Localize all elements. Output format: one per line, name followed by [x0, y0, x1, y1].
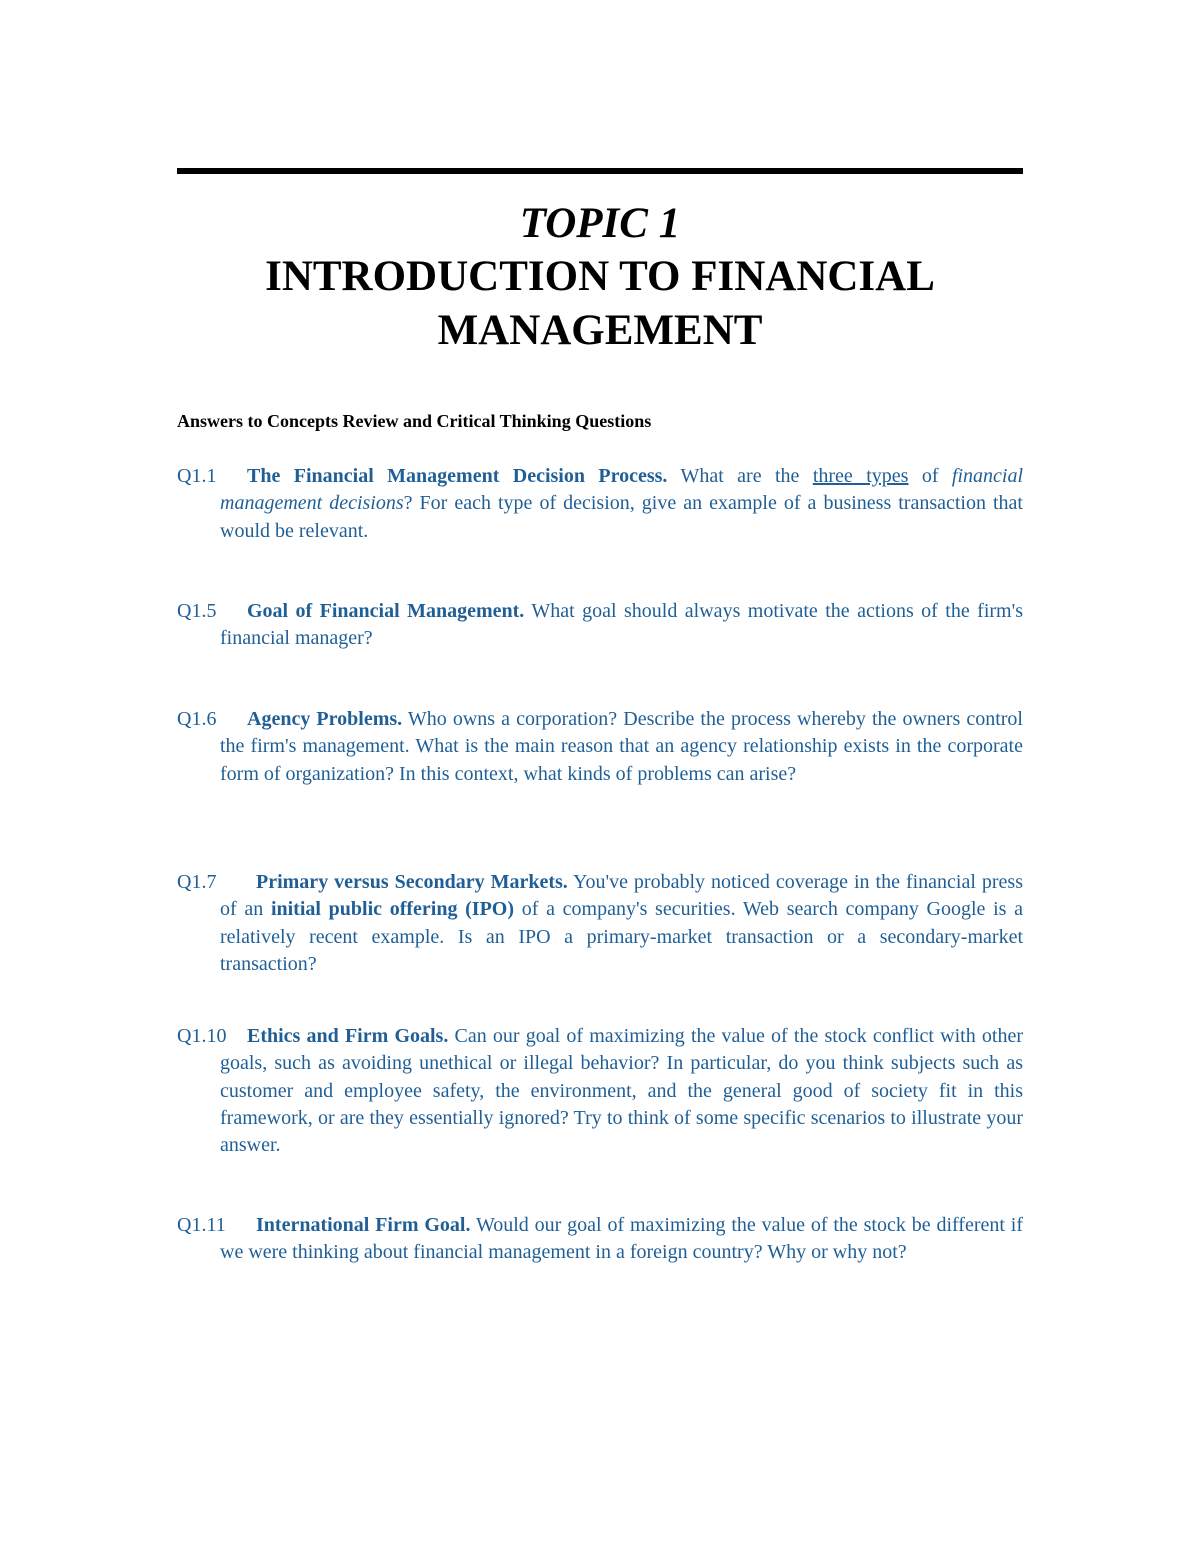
question-text: Would our goal of maximizing the value of the stock be different if we were thinking about financial management in a foreign country? Why or why not? — [220, 1214, 1023, 1264]
question-number: Q1.1 — [177, 465, 217, 487]
question-title: Primary versus Secondary Markets. — [256, 871, 568, 893]
question-text: ? For each type of decision, give an example of a business transaction that would be relevant. — [220, 492, 1023, 542]
question-number: Q1.10 — [177, 1025, 227, 1047]
question-number: Q1.7 — [177, 871, 217, 893]
question-text: Can our goal of maximizing the value of the stock conflict with other goals, such as avoiding unethical or illegal behavior? In particular, do you think subjects such as customer and employee safety, the environment, and the general good of society fit in this framework, or are they essentially ignored? Try to think of some specific scenarios to illustrate your answer. — [220, 1025, 1024, 1157]
question-text: You've probably noticed coverage in the financial press of an — [220, 871, 1023, 921]
question-title: Ethics and Firm Goals. — [247, 1025, 449, 1047]
question-number: Q1.5 — [177, 600, 217, 622]
title-block — [177, 198, 1023, 358]
question-text: What goal should always motivate the actions of the firm's financial manager? — [220, 600, 1023, 650]
question-q1-1 — [177, 463, 1023, 545]
question-text: Who owns a corporation? Describe the process whereby the owners control the firm's management. What is the main reason that an agency relationship exists in the corporate form of organization? In this context, what kinds of problems can arise? — [220, 708, 1023, 785]
question-q1-11 — [177, 1212, 1023, 1267]
question-q1-5 — [177, 598, 1023, 653]
question-q1-6 — [177, 706, 1023, 788]
question-text-underlined: three types — [812, 465, 909, 487]
question-title: Agency Problems. — [247, 708, 403, 730]
question-title: Goal of Financial Management. — [247, 600, 525, 622]
question-text: What are the — [667, 465, 813, 487]
main-title-line-1: INTRODUCTION TO FINANCIAL — [265, 253, 935, 300]
section-heading: Answers to Concepts Review and Critical Thinking Questions — [177, 411, 652, 431]
question-number: Q1.11 — [177, 1214, 226, 1236]
question-number: Q1.6 — [177, 708, 217, 730]
question-text: of a company's securities. Web search company Google is a relatively recent example. Is an IPO a primary-market transaction or a secondary-market transaction? — [220, 898, 1024, 975]
question-q1-10 — [177, 1023, 1023, 1159]
question-text: of — [908, 465, 952, 487]
question-q1-7 — [177, 869, 1023, 978]
question-title: The Financial Management Decision Process. — [247, 465, 668, 487]
question-text-bold: initial public offering (IPO) — [270, 898, 515, 921]
topic-label: TOPIC 1 — [519, 200, 681, 247]
top-horizontal-rule — [177, 168, 1023, 174]
question-title: International Firm Goal. — [256, 1214, 471, 1236]
question-text-italic: financial management decisions — [220, 465, 1023, 515]
main-title-line-2: MANAGEMENT — [437, 307, 763, 354]
